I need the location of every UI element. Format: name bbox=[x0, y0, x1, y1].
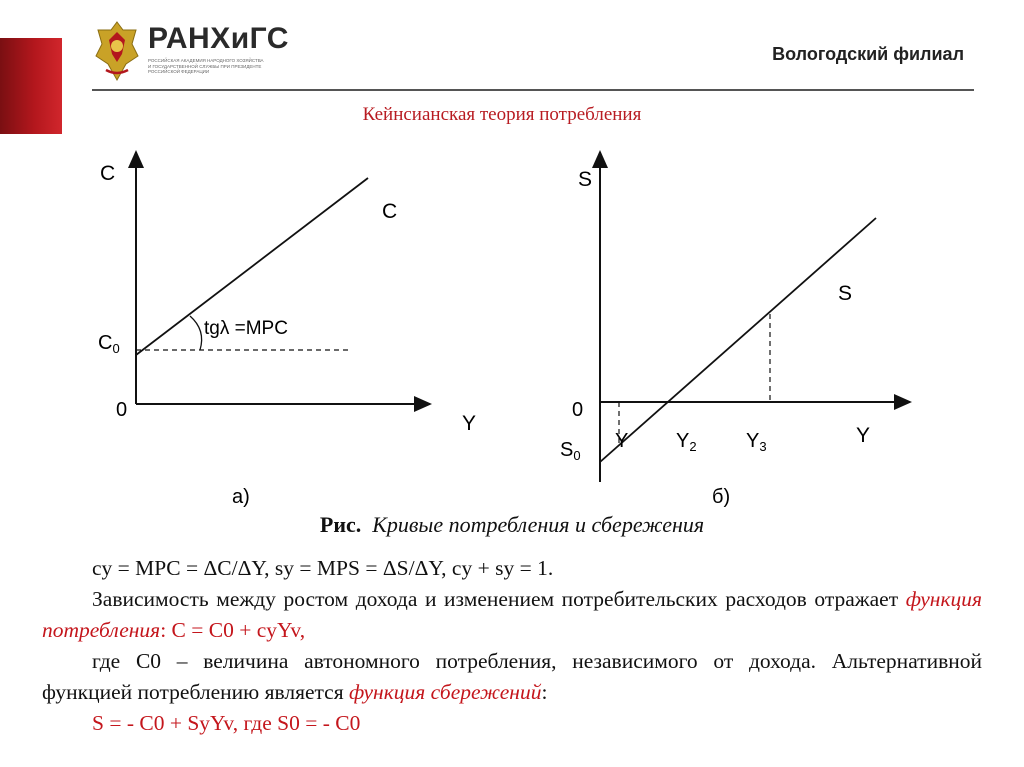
diagram-b bbox=[560, 152, 910, 508]
a-x-axis-label: Y bbox=[462, 412, 477, 435]
b-origin-label: 0 bbox=[572, 399, 584, 421]
b-x3-label: $Y_3$ bbox=[746, 430, 767, 454]
p2-text: Зависимость между ростом дохода и изменением потребительских расходов отражает bbox=[92, 587, 906, 611]
b-y-axis-label: S bbox=[578, 168, 593, 191]
body-text bbox=[42, 553, 982, 739]
a-angle-arc bbox=[190, 316, 202, 350]
a-panel-label: а) bbox=[232, 486, 250, 508]
p3-term: функция сбережений bbox=[348, 680, 542, 704]
caption-text: Кривые потребления и сбережения bbox=[372, 512, 705, 537]
a-origin-label: 0 bbox=[116, 399, 128, 421]
b-x2-label: $Y_2$ bbox=[676, 430, 697, 454]
p2-term: функция потребления bbox=[42, 587, 982, 642]
a-intercept-label: $C_0$ bbox=[98, 332, 120, 356]
figure-caption bbox=[0, 512, 1024, 538]
b-savings-line bbox=[600, 218, 876, 462]
formula-line-1: cy = MPC = ΔC/ΔY, sy = MPS = ΔS/ΔY, cy + sy = 1. bbox=[92, 556, 554, 580]
a-slope-label: tgλ =MPC bbox=[204, 318, 288, 339]
paragraph-savings bbox=[42, 646, 982, 708]
p3-text: где C0 – величина автономного потребления, независимого от дохода. Альтернативной функцией потреблению является bbox=[42, 649, 982, 704]
logo-text: РАНХиГС bbox=[148, 22, 289, 55]
logo-subtext: РОССИЙСКАЯ АКАДЕМИЯ НАРОДНОГО ХОЗЯЙСТВА И ГОСУДАРСТВЕННОЙ СЛУЖБЫ ПРИ ПРЕЗИДЕНТЕ РОССИЙСКОЙ ФЕДЕРАЦИИ bbox=[148, 58, 264, 74]
b-x1-label: Y bbox=[615, 430, 629, 452]
paragraph-consumption bbox=[42, 584, 982, 646]
diagram-a bbox=[98, 152, 476, 508]
formula-line-4: S = - C0 + SyYv, где S0 = - C0 bbox=[92, 711, 361, 735]
caption-prefix: Рис. bbox=[319, 512, 362, 537]
branch-title: Вологодский филиал bbox=[772, 44, 964, 64]
p3-end: : bbox=[541, 680, 548, 704]
b-panel-label: б) bbox=[712, 486, 731, 508]
b-x-axis-label: Y bbox=[856, 424, 871, 447]
a-line-label: C bbox=[382, 200, 398, 223]
a-y-axis-label: C bbox=[100, 162, 116, 185]
b-line-label: S bbox=[838, 282, 853, 305]
b-intercept-label: $S_0$ bbox=[560, 439, 581, 463]
p2-formula: : C = C0 + cyYv, bbox=[160, 618, 306, 642]
slide-subtitle: Кейнсианская теория потребления bbox=[362, 104, 642, 125]
